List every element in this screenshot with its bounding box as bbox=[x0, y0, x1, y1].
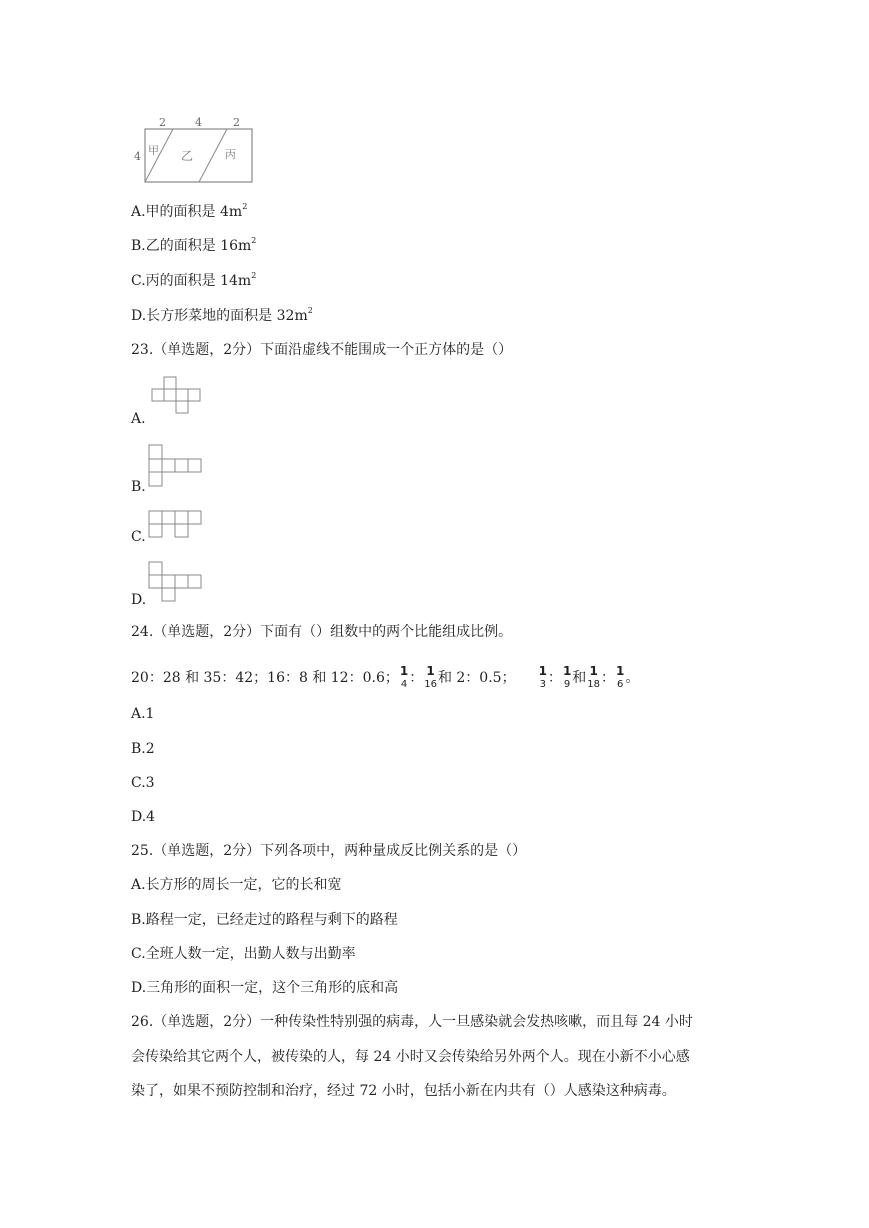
q23-option-c-label[interactable]: C. bbox=[131, 529, 146, 545]
q22-option-d-sup: 2 bbox=[307, 306, 313, 315]
region-bing: 丙 bbox=[225, 148, 236, 161]
fraction-a: 1 4 bbox=[399, 664, 409, 690]
q23-option-a-label[interactable]: A. bbox=[131, 411, 146, 427]
q24-ratios: 20：28 和 35：42；16：8 和 12：0.6； 1 4 ： 1 16 和 2：0.5； 1 3 ： 1 9 和 1 18 ： 1 6 。 bbox=[131, 664, 640, 690]
top-label-1: 2 bbox=[159, 116, 166, 129]
q25-option-d[interactable]: D.三角形的面积一定，这个三角形的底和高 bbox=[131, 980, 399, 996]
q26-line-1: 26.（单选题，2分）一种传染性特别强的病毒，人一旦感染就会发热咳嗽，而且每 24 小时 bbox=[131, 1014, 693, 1030]
q22-option-a-sup: 2 bbox=[242, 202, 248, 211]
q22-option-c-sup: 2 bbox=[251, 271, 257, 280]
field-diagram bbox=[131, 112, 261, 188]
top-label-3: 2 bbox=[233, 116, 240, 129]
q24-end: 。 bbox=[625, 670, 640, 686]
q24-option-c[interactable]: C.3 bbox=[131, 775, 155, 791]
q25-option-a[interactable]: A.长方形的周长一定，它的长和宽 bbox=[131, 877, 342, 893]
q22-option-d-text: D.长方形菜地的面积是 32m bbox=[131, 308, 308, 324]
q22-option-a-text: A.甲的面积是 4m bbox=[131, 204, 243, 220]
fraction-d: 1 9 bbox=[562, 664, 572, 690]
q23-stem: 23.（单选题，2分）下面沿虚线不能围成一个正方体的是（） bbox=[131, 342, 513, 358]
cube-net-a bbox=[148, 376, 208, 418]
q24-ratios-prefix: 20：28 和 35：42；16：8 和 12：0.6； bbox=[131, 670, 399, 686]
q24-ratios-mid: 和 2：0.5； bbox=[437, 670, 516, 686]
q22-option-b-text: B.乙的面积是 16m bbox=[131, 238, 252, 254]
q25-stem: 25.（单选题，2分）下列各项中，两种量成反比例关系的是（） bbox=[131, 843, 527, 859]
q24-option-a[interactable]: A.1 bbox=[131, 706, 155, 722]
q22-option-c-text: C.丙的面积是 14m bbox=[131, 273, 252, 289]
q25-option-b[interactable]: B.路程一定，已经走过的路程与剩下的路程 bbox=[131, 912, 398, 928]
q25-option-c[interactable]: C.全班人数一定，出勤人数与出勤率 bbox=[131, 946, 356, 962]
q22-option-a[interactable] bbox=[131, 203, 247, 223]
side-label: 4 bbox=[134, 150, 141, 163]
q24-and: 和 bbox=[572, 670, 587, 686]
top-label-2: 4 bbox=[195, 116, 202, 129]
q23-option-b-label[interactable]: B. bbox=[131, 479, 146, 495]
q24-option-b[interactable]: B.2 bbox=[131, 741, 155, 757]
region-jia: 甲 bbox=[148, 144, 159, 157]
q22-option-c[interactable] bbox=[131, 272, 256, 292]
fraction-c: 1 3 bbox=[538, 664, 547, 690]
q26-line-3: 染了，如果不预防控制和治疗，经过 72 小时，包括小新在内共有（）人感染这种病毒。 bbox=[131, 1083, 676, 1099]
fraction-b: 1 16 bbox=[424, 664, 437, 690]
cube-net-c bbox=[148, 507, 208, 541]
fraction-e: 1 18 bbox=[587, 664, 601, 690]
q22-option-b[interactable] bbox=[131, 237, 256, 257]
fraction-f: 1 6 bbox=[616, 664, 625, 690]
q24-option-d[interactable]: D.4 bbox=[131, 809, 156, 825]
q23-option-d-label[interactable]: D. bbox=[131, 592, 147, 608]
region-yi: 乙 bbox=[181, 149, 194, 163]
cube-net-d bbox=[148, 559, 208, 605]
q26-line-2: 会传染给其它两个人，被传染的人，每 24 小时又会传染给另外两个人。现在小新不小心感 bbox=[131, 1049, 690, 1065]
q22-option-d[interactable] bbox=[131, 307, 313, 327]
divider-right bbox=[199, 129, 227, 182]
cube-net-b bbox=[148, 444, 208, 488]
q24-stem: 24.（单选题，2分）下面有（）组数中的两个比能组成比例。 bbox=[131, 624, 513, 640]
q22-option-b-sup: 2 bbox=[251, 236, 257, 245]
